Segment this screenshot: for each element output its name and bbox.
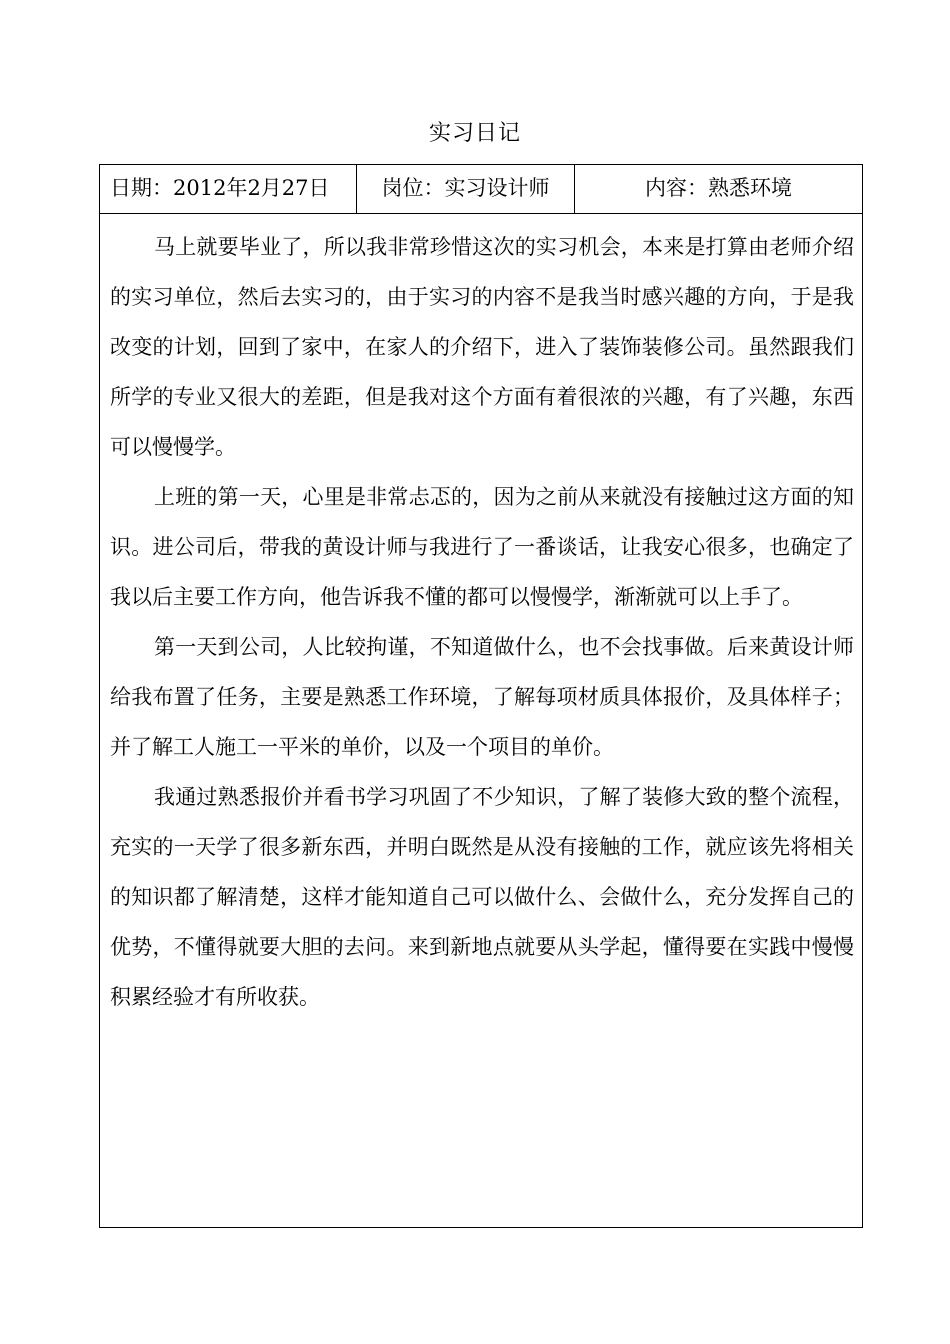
position-cell: 岗位：实习设计师 (357, 165, 575, 213)
paragraph: 第一天到公司，人比较拘谨，不知道做什么，也不会找事做。后来黄设计师给我布置了任务，主要是熟悉工作环境，了解每项材质具体报价，及具体样子；并了解工人施工一平米的单价，以及一个项目的单价。 (110, 635, 854, 759)
date-cell: 日期：2012年2月27日 (100, 165, 357, 213)
diary-body (110, 222, 854, 1022)
diary-table (99, 164, 863, 1228)
paragraph: 上班的第一天，心里是非常忐忑的，因为之前从来就没有接触过这方面的知识。进公司后，带我的黄设计师与我进行了一番谈话，让我安心很多，也确定了我以后主要工作方向，他告诉我不懂的都可以慢慢学，渐渐就可以上手了。 (110, 485, 854, 609)
content-cell: 内容：熟悉环境 (645, 176, 792, 200)
paragraph: 我通过熟悉报价并看书学习巩固了不少知识，了解了装修大致的整个流程，充实的一天学了很多新东西，并明白既然是从没有接触的工作，就应该先将相关的知识都了解清楚，这样才能知道自己可以做什么、会做什么，充分发挥自己的优势，不懂得就要大胆的去问。来到新地点就要从头学起，懂得要在实践中慢慢积累经验才有所收获。 (110, 785, 854, 1009)
page-title: 实习日记 (428, 121, 521, 146)
header-row (100, 165, 862, 214)
paragraph: 马上就要毕业了，所以我非常珍惜这次的实习机会，本来是打算由老师介绍的实习单位，然后去实习的，由于实习的内容不是我当时感兴趣的方向，于是我改变的计划，回到了家中，在家人的介绍下，进入了装饰装修公司。虽然跟我们所学的专业又很大的差距，但是我对这个方面有着很浓的兴趣，有了兴趣，东西可以慢慢学。 (110, 235, 854, 459)
